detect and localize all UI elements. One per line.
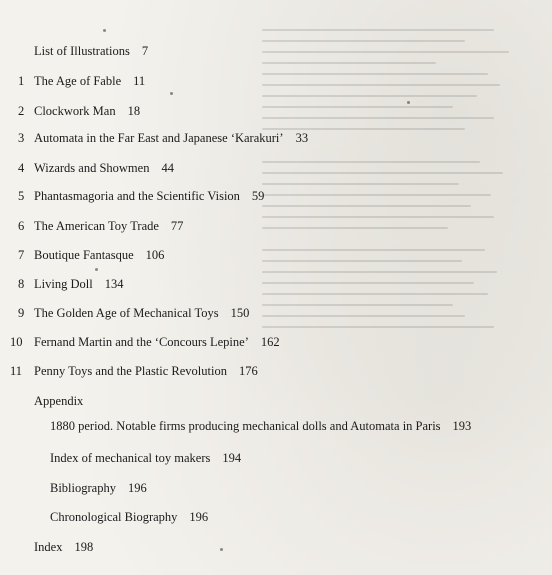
chapter-number: 7 [18,248,25,262]
chapter-number: 8 [18,277,25,291]
chapter-number: 2 [18,104,25,118]
appendix-title: Index of mechanical toy makers [50,451,211,465]
appendix-title: 1880 period. Notable firms producing mechanical dolls and Automata in Paris [50,419,441,433]
page-number: 196 [127,481,147,495]
chapter-title: Penny Toys and the Plastic Revolution [34,364,227,378]
page-number: 176 [238,364,258,378]
appendix-heading: Appendix [34,394,84,408]
chapter-number: 6 [18,219,25,233]
chapter-title: Automata in the Far East and Japanese ‘Karakuri’ [34,131,284,145]
page-number: 18 [127,104,141,118]
page-number: 193 [452,419,472,433]
page-number: 11 [133,74,146,88]
page-number: 106 [145,248,165,262]
page-number: 162 [260,335,280,349]
page-number: 33 [295,131,309,145]
chapter-title: Fernand Martin and the ‘Concours Lepine’ [34,335,249,349]
chapter-number: 11 [10,364,23,378]
appendix-title: Chronological Biography [50,510,178,524]
chapter-number: 5 [18,189,25,203]
page-number: 7 [141,44,149,58]
appendix-title: Bibliography [50,481,116,495]
chapter-title: List of Illustrations [34,44,130,58]
page-number: 198 [74,540,94,554]
page-number: 77 [170,219,184,233]
chapter-number: 3 [18,131,25,145]
page-number: 194 [222,451,242,465]
page-number: 134 [104,277,124,291]
chapter-title: Phantasmagoria and the Scientific Vision [34,189,240,203]
page-number: 44 [161,161,174,175]
chapter-title: Clockwork Man [34,104,116,118]
chapter-number: 1 [18,74,25,88]
page-number: 196 [189,510,209,524]
chapter-title: Wizards and Showmen [34,161,150,175]
chapter-title: The Golden Age of Mechanical Toys [34,306,219,320]
chapter-number: 9 [18,306,25,320]
chapter-title: Living Doll [34,277,93,291]
chapter-title: The Age of Fable [34,74,122,88]
chapter-title: The American Toy Trade [34,219,159,233]
chapter-number: 10 [10,335,23,349]
page-number: 59 [251,189,265,203]
index-title: Index [34,540,63,554]
page-number: 150 [230,306,250,320]
chapter-title: Boutique Fantasque [34,248,134,262]
chapter-number: 4 [18,161,25,175]
